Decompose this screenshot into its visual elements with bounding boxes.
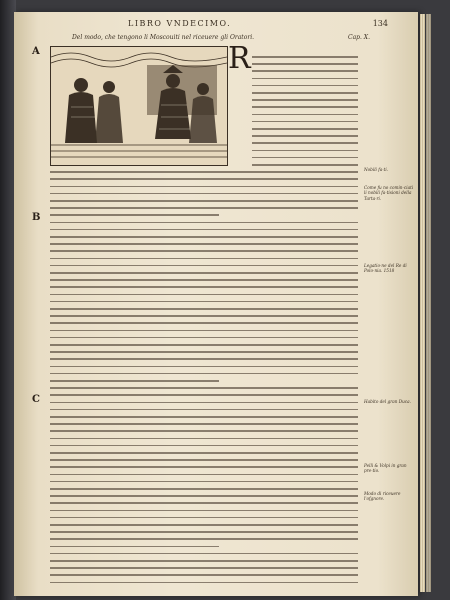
text-line <box>50 445 358 447</box>
text-line <box>50 351 358 353</box>
woodcut-illustration <box>50 46 228 166</box>
book-page <box>14 12 418 596</box>
text-line <box>252 56 358 58</box>
text-line <box>50 510 358 512</box>
text-line <box>50 524 358 526</box>
text-line <box>50 380 219 382</box>
text-line <box>50 416 358 418</box>
text-line <box>50 207 358 209</box>
page-edge <box>426 14 431 592</box>
text-line <box>50 423 358 425</box>
text-line <box>50 294 358 296</box>
text-line <box>50 560 358 562</box>
text-line <box>252 99 358 101</box>
text-line <box>252 78 358 80</box>
text-line <box>50 265 358 267</box>
text-line <box>50 178 358 180</box>
text-line <box>50 193 358 195</box>
text-line <box>50 517 358 519</box>
text-line <box>50 229 358 231</box>
text-line <box>252 70 358 72</box>
text-line <box>50 186 358 188</box>
text-line <box>252 63 358 65</box>
margin-note: Legatio-ne del Re di Polo-nia. 1518 <box>364 263 407 274</box>
text-line <box>50 250 358 252</box>
text-line <box>50 409 358 411</box>
text-line <box>50 358 358 360</box>
text-line <box>252 85 358 87</box>
page-header <box>58 19 388 31</box>
text-line <box>50 553 358 555</box>
text-line <box>252 157 358 159</box>
text-line <box>50 272 358 274</box>
text-line <box>50 452 358 454</box>
text-line <box>50 394 358 396</box>
text-line <box>50 171 358 173</box>
text-line <box>50 531 358 533</box>
text-line <box>50 387 358 389</box>
text-line <box>50 337 358 339</box>
text-line <box>50 214 219 216</box>
text-line <box>252 114 358 116</box>
text-line <box>50 236 358 238</box>
text-line <box>50 502 358 504</box>
section-mark-b: B <box>32 212 41 223</box>
running-title: LIBRO VNDECIMO. <box>128 19 232 28</box>
text-line <box>50 402 358 404</box>
text-line <box>252 106 358 108</box>
page-number: 134 <box>372 19 388 28</box>
text-line <box>50 301 358 303</box>
text-line <box>50 258 358 260</box>
text-line <box>50 279 358 281</box>
text-line <box>252 150 358 152</box>
text-line <box>252 121 358 123</box>
text-line <box>50 430 358 432</box>
text-line <box>50 546 219 548</box>
text-line <box>50 373 358 375</box>
section-mark-a: A <box>32 46 40 57</box>
text-line <box>50 538 358 540</box>
chapter-title: Del modo, che tengono li Moscouiti nel riceuere gli Oratori. <box>72 34 255 41</box>
margin-note: Pelli & Volpi in gran pre-tio. <box>364 463 407 474</box>
text-line <box>252 128 358 130</box>
text-line <box>50 322 358 324</box>
woodcut-scene-icon <box>51 47 227 165</box>
margin-note: Come fu no comin-ciati li nobili fa-tisioni della Tarta-ri. <box>364 185 414 201</box>
text-line <box>50 474 358 476</box>
text-line <box>50 344 358 346</box>
text-line <box>50 567 358 569</box>
margin-note: Modo di riceuere l'ofgnore. <box>364 491 401 502</box>
text-line <box>50 200 358 202</box>
text-line <box>50 438 358 440</box>
text-line <box>50 481 358 483</box>
text-line <box>50 222 358 224</box>
drop-cap: R <box>228 41 251 76</box>
text-line <box>50 366 358 368</box>
chapter-heading <box>72 34 370 41</box>
text-line <box>252 135 358 137</box>
text-line <box>50 488 358 490</box>
text-line <box>50 582 358 584</box>
text-line <box>252 92 358 94</box>
chapter-ref: Cap. X. <box>347 34 370 41</box>
text-line <box>252 142 358 144</box>
section-mark-c: C <box>32 394 40 405</box>
text-line <box>50 495 358 497</box>
text-line <box>252 164 358 166</box>
text-line <box>50 315 358 317</box>
page-edge <box>420 14 425 592</box>
margin-note: Nobili fa-ti. <box>364 167 389 172</box>
text-line <box>50 243 358 245</box>
text-line <box>50 308 358 310</box>
text-line <box>50 466 358 468</box>
text-line <box>50 286 358 288</box>
text-line <box>50 459 358 461</box>
margin-note: Habito del gran Duca. <box>364 399 411 404</box>
text-line <box>50 574 358 576</box>
text-line <box>50 330 358 332</box>
